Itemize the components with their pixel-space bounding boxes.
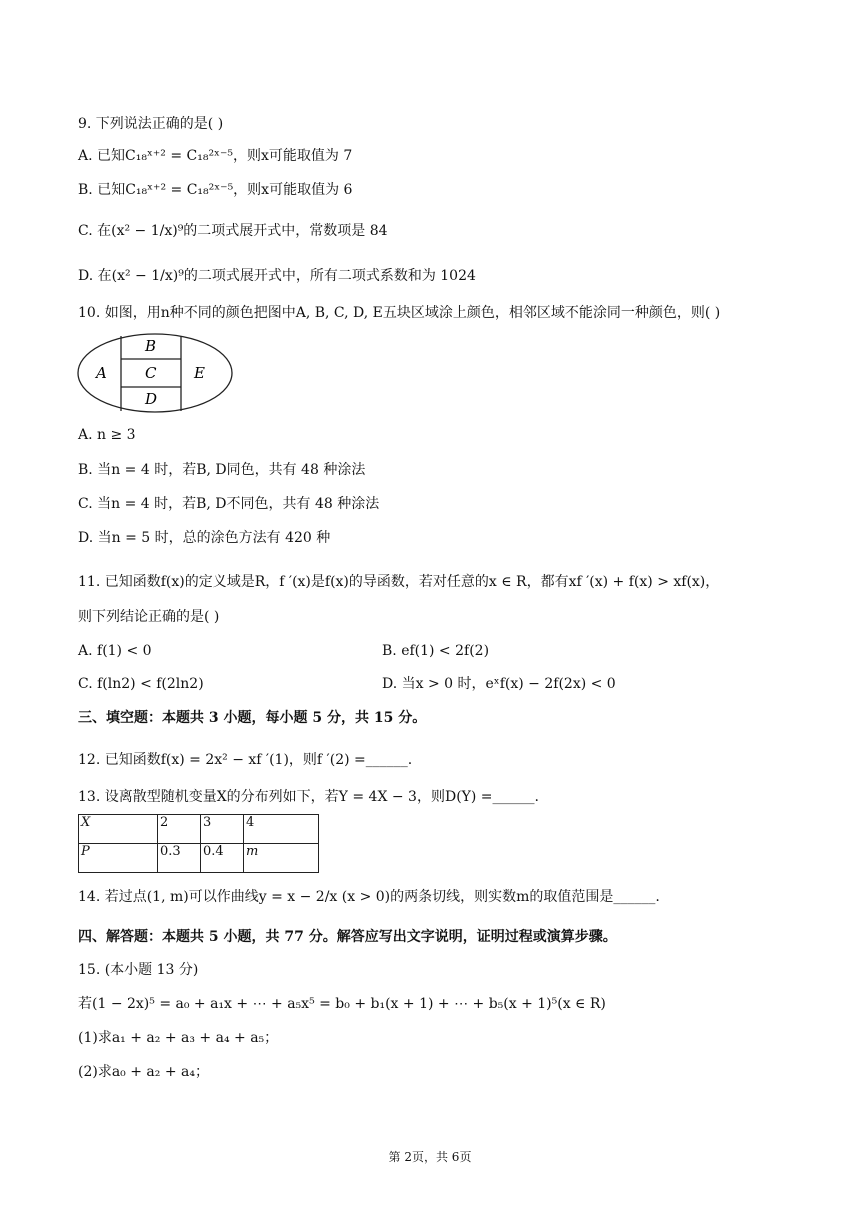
table-cell: 2 [158,815,201,844]
q15-part-2: (2)求a₀ + a₂ + a₄； [78,1064,209,1080]
region-label-a: A [96,364,107,382]
section-3-heading: 三、填空题：本题共 3 小题，每小题 5 分，共 15 分。 [78,710,427,726]
distribution-table [78,814,319,873]
q11-stem-line2: 则下列结论正确的是( ) [78,609,220,625]
q11-option-d: D. 当x > 0 时，eˣf(x) − 2f(2x) < 0 [382,676,616,692]
q12: 12. 已知函数f(x) = 2x² − xf ′(1)，则f ′(2) =______. [78,752,413,768]
table-cell: 0.3 [158,844,201,873]
table-cell: 4 [244,815,319,844]
section-4-heading: 四、解答题：本题共 5 小题，共 77 分。解答应写出文字说明，证明过程或演算步骤。 [78,929,617,945]
region-label-c: C [145,364,157,382]
q11-option-b: B. ef(1) < 2f(2) [382,643,490,659]
q11-stem-line1: 11. 已知函数f(x)的定义域是R，f ′(x)是f(x)的导函数，若对任意的x ∈ R，都有xf ′(x) + f(x) > xf(x)， [78,574,720,590]
q13-stem: 13. 设离散型随机变量X的分布列如下，若Y = 4X − 3，则D(Y) =______. [78,789,539,805]
table-cell: P [79,844,158,873]
q11-option-a: A. f(1) < 0 [78,643,152,659]
q14: 14. 若过点(1, m)可以作曲线y = x − 2/x (x > 0)的两条切线，则实数m的取值范围是______. [78,889,660,905]
table-cell: m [244,844,319,873]
page-footer: 第 2页，共 6页 [388,1150,472,1164]
q9-option-a: A. 已知C₁₈ˣ⁺² = C₁₈²ˣ⁻⁵，则x可能取值为 7 [78,148,353,164]
table-row [79,815,319,844]
q10-option-b: B. 当n = 4 时，若B, D同色，共有 48 种涂法 [78,462,366,478]
q10-option-c: C. 当n = 4 时，若B, D不同色，共有 48 种涂法 [78,496,380,512]
q10-option-d: D. 当n = 5 时，总的涂色方法有 420 种 [78,530,331,546]
q11-option-c: C. f(ln2) < f(2ln2) [78,676,204,692]
table-cell: 0.4 [201,844,244,873]
region-label-d: D [145,390,158,408]
q9-option-d: D. 在(x² − 1/x)⁹的二项式展开式中，所有二项式系数和为 1024 [78,268,476,284]
coloring-regions-diagram [76,331,234,417]
q9-stem: 9. 下列说法正确的是( ) [78,116,224,132]
q9-option-b: B. 已知C₁₈ˣ⁺² = C₁₈²ˣ⁻⁵，则x可能取值为 6 [78,182,353,198]
q10-stem: 10. 如图，用n种不同的颜色把图中A, B, C, D, E五块区域涂上颜色，相邻区域不能涂同一种颜色，则( ) [78,305,721,321]
table-row [79,844,319,873]
q9-option-c: C. 在(x² − 1/x)⁹的二项式展开式中，常数项是 84 [78,223,388,239]
q15-title: 15. (本小题 13 分) [78,962,199,978]
q10-option-a: A. n ≥ 3 [78,427,136,443]
q15-part-1: (1)求a₁ + a₂ + a₃ + a₄ + a₅； [78,1030,279,1046]
q15-given: 若(1 − 2x)⁵ = a₀ + a₁x + ⋯ + a₅x⁵ = b₀ + b₁(x + 1) + ⋯ + b₅(x + 1)⁵(x ∈ R) [78,996,606,1012]
table-cell: X [79,815,158,844]
table-cell: 3 [201,815,244,844]
region-label-e: E [194,364,205,382]
region-label-b: B [145,337,157,355]
